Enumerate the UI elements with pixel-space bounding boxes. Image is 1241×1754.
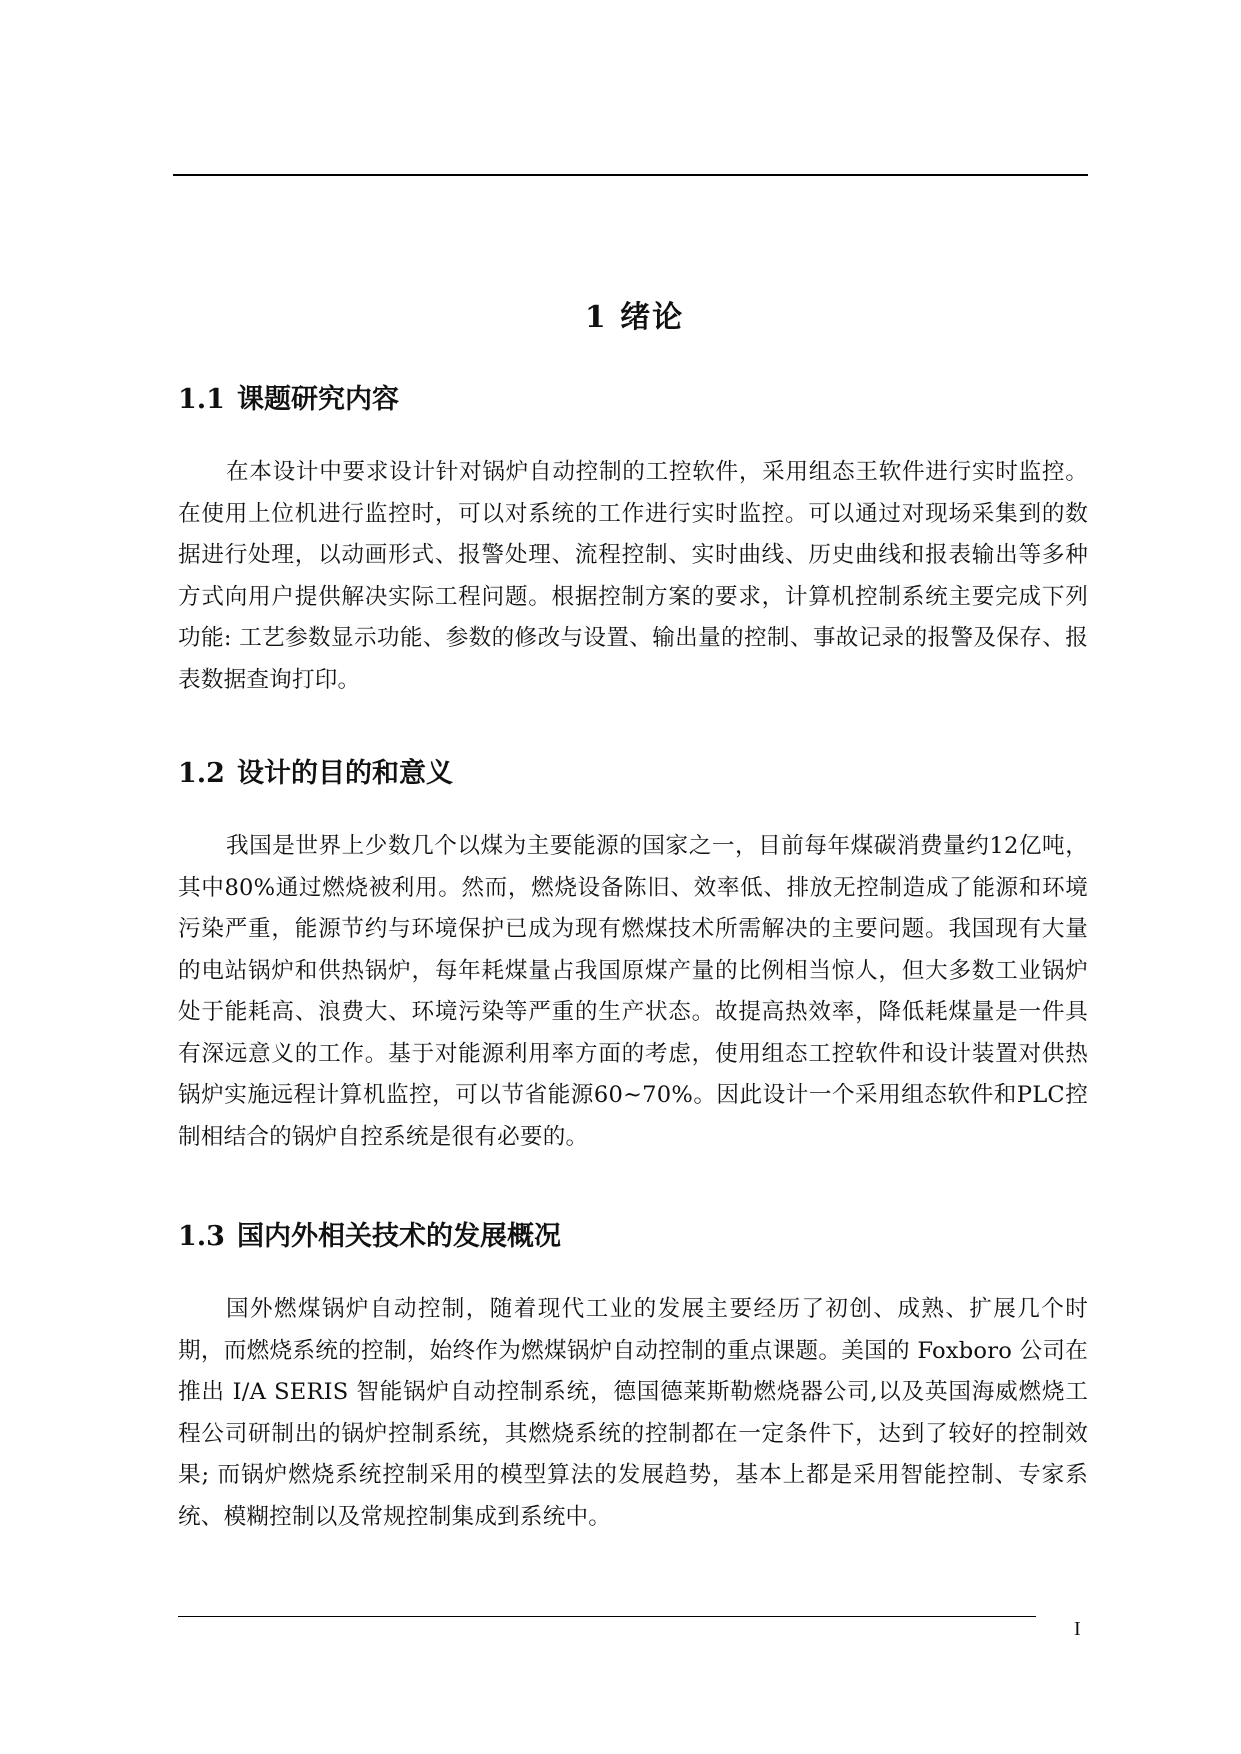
page-number: I — [1074, 1618, 1081, 1640]
section-number: 1.3 — [178, 1221, 225, 1252]
section-paragraph: 我国是世界上少数几个以煤为主要能源的国家之一，目前每年煤碳消费量约12亿吨，其中80%通过燃烧被利用。然而，燃烧设备陈旧、效率低、排放无控制造成了能源和环境污染严重，能源节约与环境保护已成为现有燃煤技术所需解决的主要问题。我国现有大量的电站锅炉和供热锅炉，每年耗煤量占我国原煤产量的比例相当惊人，但大多数工业锅炉处于能耗高、浪费大、环境污染等严重的生产状态。故提高热效率，降低耗煤量是一件具有深远意义的工作。基于对能源利用率方面的考虑，使用组态工控软件和设计装置对供热锅炉实施远程计算机监控，可以节省能源60~70%。因此设计一个采用组态软件和PLC控制相结合的锅炉自控系统是很有必要的。 — [178, 833, 1088, 1150]
section-number: 1.1 — [178, 384, 225, 415]
section-paragraph: 国外燃煤锅炉自动控制，随着现代工业的发展主要经历了初创、成熟、扩展几个时期，而燃烧系统的控制，始终作为燃煤锅炉自动控制的重点课题。美国的 Foxboro 公司在推出 I/A SERIS 智能锅炉自动控制系统，德国德莱斯勒燃烧器公司,以及英国海威燃烧工程公司研制出的锅炉控制系统，其燃烧系统的控制都在一定条件下，达到了较好的控制效果; 而锅炉燃烧系统控制采用的模型算法的发展趋势，基本上都是采用智能控制、专家系统、模糊控制以及常规控制集成到系统中。 — [178, 1296, 1088, 1530]
section-1-3 — [178, 1217, 1088, 1538]
section-heading — [178, 380, 1088, 420]
section-title: 课题研究内容 — [236, 384, 399, 415]
chapter-title: 1 绪论 — [584, 300, 685, 335]
section-title: 国内外相关技术的发展概况 — [236, 1221, 561, 1252]
section-heading — [178, 1217, 1088, 1257]
header-rule — [173, 174, 1088, 176]
footer-rule — [178, 1616, 1036, 1617]
section-heading — [178, 754, 1088, 794]
section-title: 设计的目的和意义 — [236, 758, 453, 789]
section-number: 1.2 — [178, 758, 225, 789]
section-paragraph: 在本设计中要求设计针对锅炉自动控制的工控软件，采用组态王软件进行实时监控。在使用上位机进行监控时，可以对系统的工作进行实时监控。可以通过对现场采集到的数据进行处理，以动画形式、报警处理、流程控制、实时曲线、历史曲线和报表输出等多种方式向用户提供解决实际工程问题。根据控制方案的要求，计算机控制系统主要完成下列功能: 工艺参数显示功能、参数的修改与设置、输出量的控制、事故记录的报警及保存、报表数据查询打印。 — [178, 459, 1088, 693]
section-1-2 — [178, 754, 1088, 1158]
section-1-1 — [178, 380, 1088, 701]
